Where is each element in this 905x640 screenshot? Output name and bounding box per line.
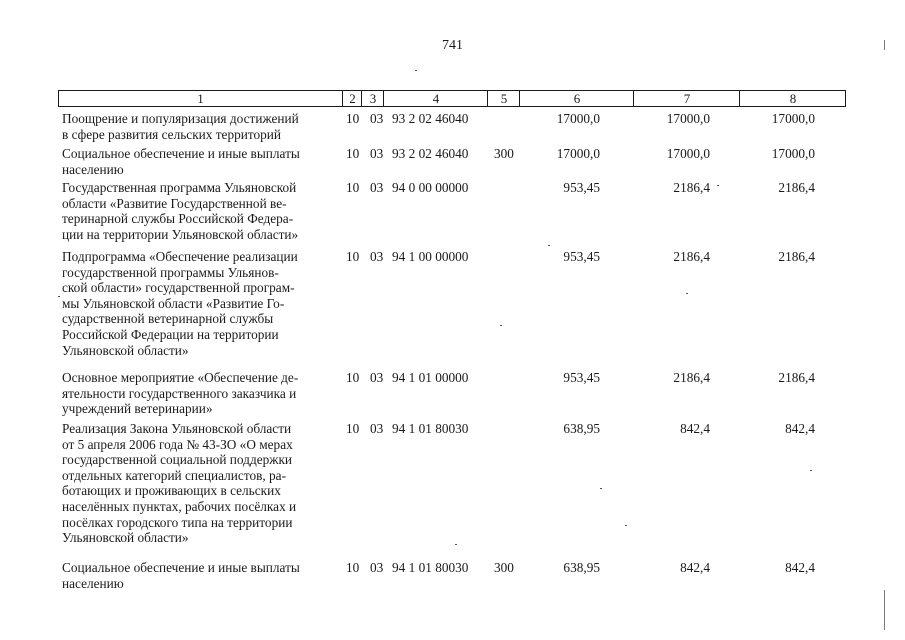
row-description [62, 249, 338, 358]
description-line: Основное мероприятие «Обеспечение де- [62, 370, 299, 385]
scan-speck [625, 525, 627, 526]
scan-speck [548, 245, 550, 246]
target-article-code: 94 1 00 00000 [392, 249, 469, 264]
scan-edge-mark [884, 40, 885, 50]
scan-speck [686, 293, 688, 294]
subsection-code: 03 [370, 560, 384, 575]
description-line: Социальное обеспечение и иные выплаты [62, 560, 300, 575]
target-article-code: 94 1 01 80030 [392, 421, 469, 436]
amount-col-6: 953,45 [563, 370, 600, 385]
description-line: населённых пунктах, рабочих посёлках и [62, 498, 297, 514]
description-line: от 5 апреля 2006 года № 43-ЗО «О мерах [62, 436, 293, 452]
description-line: учреждений ветеринарии» [62, 401, 213, 417]
description-line: населению [62, 161, 124, 177]
row-description [62, 370, 338, 417]
row-description [62, 421, 338, 546]
scan-speck [58, 296, 60, 297]
description-line: теринарной службы Российской Федера- [62, 211, 294, 227]
amount-col-8: 17000,0 [771, 146, 815, 161]
amount-col-6: 17000,0 [556, 146, 600, 161]
amount-col-7: 2186,4 [673, 180, 710, 195]
description-line: Подпрограмма «Обеспечение реализации [62, 249, 298, 264]
section-code: 10 [346, 421, 360, 436]
section-code: 10 [346, 560, 360, 575]
description-line: населению [62, 575, 124, 591]
scan-speck [717, 185, 719, 186]
section-code: 10 [346, 249, 360, 264]
scan-speck [600, 488, 602, 489]
description-line: Поощрение и популяризация достижений [62, 111, 299, 126]
header-cell-3: 3 [361, 91, 384, 106]
header-cell-5: 5 [487, 91, 520, 106]
header-cell-7: 7 [633, 91, 740, 106]
header-cell-8: 8 [739, 91, 846, 106]
scan-speck [500, 325, 502, 326]
scan-speck [810, 470, 812, 471]
amount-col-6: 17000,0 [556, 111, 600, 126]
amount-col-7: 17000,0 [666, 111, 710, 126]
subsection-code: 03 [370, 180, 384, 195]
row-description [62, 180, 338, 242]
amount-col-6: 953,45 [563, 180, 600, 195]
amount-col-6: 953,45 [563, 249, 600, 264]
amount-col-7: 2186,4 [673, 249, 710, 264]
description-line: сударственной ветеринарной службы [62, 311, 274, 327]
amount-col-7: 842,4 [680, 421, 710, 436]
description-line: ятельности государственного заказчика и [62, 385, 297, 401]
expense-type-code: 300 [494, 146, 514, 161]
subsection-code: 03 [370, 111, 384, 126]
description-line: ской области» государственной програм- [62, 280, 295, 296]
description-line: области «Развитие Государственной ве- [62, 195, 287, 211]
amount-col-6: 638,95 [563, 560, 600, 575]
description-line: Ульяновской области» [62, 530, 189, 546]
row-description [62, 560, 338, 591]
section-code: 10 [346, 370, 360, 385]
description-line: Российской Федерации на территории [62, 326, 279, 342]
header-cell-1: 1 [197, 91, 204, 106]
header-cell-2: 2 [342, 91, 362, 106]
table-header-row [58, 90, 846, 107]
amount-col-8: 2186,4 [778, 249, 815, 264]
description-line: государственной программы Ульянов- [62, 264, 279, 280]
subsection-code: 03 [370, 249, 384, 264]
expense-type-code: 300 [494, 560, 514, 575]
target-article-code: 94 1 01 00000 [392, 370, 469, 385]
subsection-code: 03 [370, 421, 384, 436]
section-code: 10 [346, 111, 360, 126]
description-line: мы Ульяновской области «Развитие Го- [62, 295, 285, 311]
description-line: Государственная программа Ульяновской [62, 180, 297, 195]
scan-speck [415, 70, 417, 71]
amount-col-8: 842,4 [785, 421, 815, 436]
subsection-code: 03 [370, 370, 384, 385]
amount-col-8: 17000,0 [771, 111, 815, 126]
amount-col-8: 842,4 [785, 560, 815, 575]
header-cell-6: 6 [519, 91, 634, 106]
row-description [62, 146, 338, 177]
row-description [62, 111, 338, 142]
amount-col-7: 842,4 [680, 560, 710, 575]
description-line: в сфере развития сельских территорий [62, 126, 282, 142]
amount-col-8: 2186,4 [778, 180, 815, 195]
amount-col-7: 17000,0 [666, 146, 710, 161]
amount-col-8: 2186,4 [778, 370, 815, 385]
header-cell-4: 4 [383, 91, 488, 106]
scan-edge-mark [884, 590, 885, 630]
target-article-code: 94 1 01 80030 [392, 560, 469, 575]
amount-col-7: 2186,4 [673, 370, 710, 385]
description-line: Социальное обеспечение и иные выплаты [62, 146, 300, 161]
amount-col-6: 638,95 [563, 421, 600, 436]
section-code: 10 [346, 180, 360, 195]
description-line: ции на территории Ульяновской области» [62, 226, 299, 242]
description-line: отдельных категорий специалистов, ра- [62, 467, 287, 483]
target-article-code: 94 0 00 00000 [392, 180, 469, 195]
page-number: 741 [442, 38, 463, 53]
description-line: Ульяновской области» [62, 342, 189, 358]
section-code: 10 [346, 146, 360, 161]
description-line: ботающих и проживающих в сельских [62, 483, 281, 499]
description-line: посёлках городского типа на территории [62, 514, 293, 530]
target-article-code: 93 2 02 46040 [392, 111, 469, 126]
scan-speck [455, 544, 457, 545]
description-line: Реализация Закона Ульяновской области [62, 421, 292, 436]
description-line: государственной социальной поддержки [62, 452, 293, 468]
target-article-code: 93 2 02 46040 [392, 146, 469, 161]
subsection-code: 03 [370, 146, 384, 161]
